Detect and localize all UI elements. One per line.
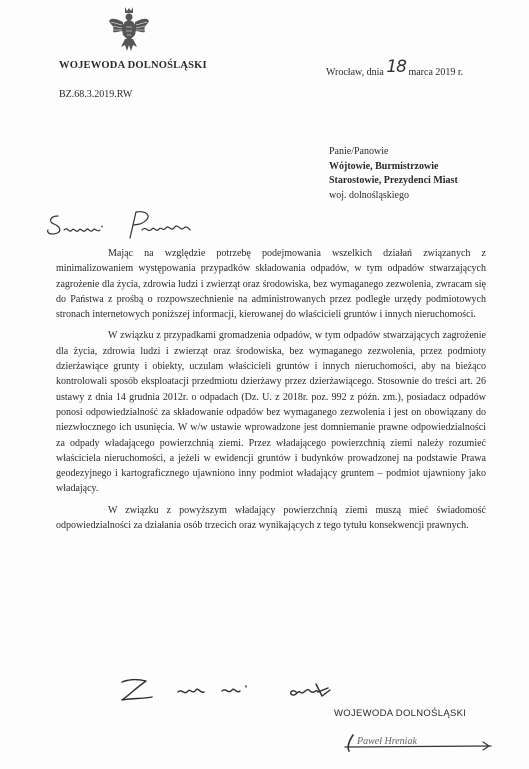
case-number: BZ.68.3.2019.RW (59, 89, 133, 100)
body-paragraph: W związku z powyższym władający powierzchnią ziemi muszą mieć świadomość odpowiedzialności za działania osób trzecich oraz wynikających z tego tytułu konsekwencji prawnych. (56, 504, 486, 532)
dateline-prefix: Wrocław, dnia (326, 67, 384, 78)
recipient-line: Panie/Panowie (329, 146, 389, 157)
signatory-name-block (343, 733, 493, 755)
signatory-title: WOJEWODA DOLNOŚLĄSKI (334, 708, 467, 719)
dateline (326, 57, 464, 80)
dateline-day-handwritten: 18 (386, 57, 406, 77)
handwritten-salutation (44, 208, 244, 248)
letter-body (56, 246, 486, 539)
recipient-line: woj. dolnośląskiego (329, 189, 409, 201)
recipients-block (329, 145, 458, 203)
handwritten-closing (118, 674, 348, 708)
body-paragraph: W związku z przypadkami gromadzenia odpadów, w tym odpadów stwarzających zagrożenie dla życia, zdrowia ludzi i zwierząt oraz środowiska, bez wymaganego zezwolenia, przez podmioty dzierżawiące grunty i obiekty, uczulam właścicieli gruntów i innych nieruchomości, aby na bieżąco kontrolowali sposób eksploatacji przedmiotu dzierżawy przez dzierżawiącego. Stosownie do treści art. 26 ustawy z dnia 14 grudnia 2012r. o odpadach (Dz. U. z 2018r. poz. 992 z późn. zm.), posiadacz odpadów ponosi odpowiedzialność za składowanie odpadów bez wymaganego zezwolenia i jest on obowiązany do niezwłocznego ich usunięcia. W w/w ustawie wprowadzone jest domniemanie prawne odpowiedzialności za odpady władającego powierzchnią ziemi. Przez władającego powierzchnią ziemi należy rozumieć właściciela nieruchomości, a jeżeli w ewidencji gruntów i budynków prowadzonej na podstawie Prawa geodezyjnego i kartograficznego ujawniono inny podmiot władający gruntem – podmiot ujawniony jako władający. (56, 330, 486, 495)
signatory-name: Paweł Hreniak (357, 736, 417, 747)
authority-header: WOJEWODA DOLNOŚLĄSKI (59, 60, 207, 71)
recipient-line: Starostowie, Prezydenci Miast (329, 175, 458, 186)
body-paragraph: Mając na względzie potrzebę podejmowania wszelkich działań związanych z minimalizowaniem występowania przypadków składowania odpadów, w tym odpadów stwarzających zagrożenie dla życia, zdrowia ludzi i zwierząt oraz środowiska, bez wymaganego zezwolenia, zwracam się do Państwa z prośbą o rozpowszechnienie na administrowanych przez podległe urzędy podmiotowych stronach internetowych poniższej informacji, kierowanej do właścicieli gruntów i innych nieruchomości. (56, 248, 486, 321)
dateline-suffix: marca 2019 r. (408, 67, 464, 78)
polish-eagle-emblem-icon (107, 5, 151, 53)
recipient-line: Wójtowie, Burmistrzowie (329, 160, 439, 172)
